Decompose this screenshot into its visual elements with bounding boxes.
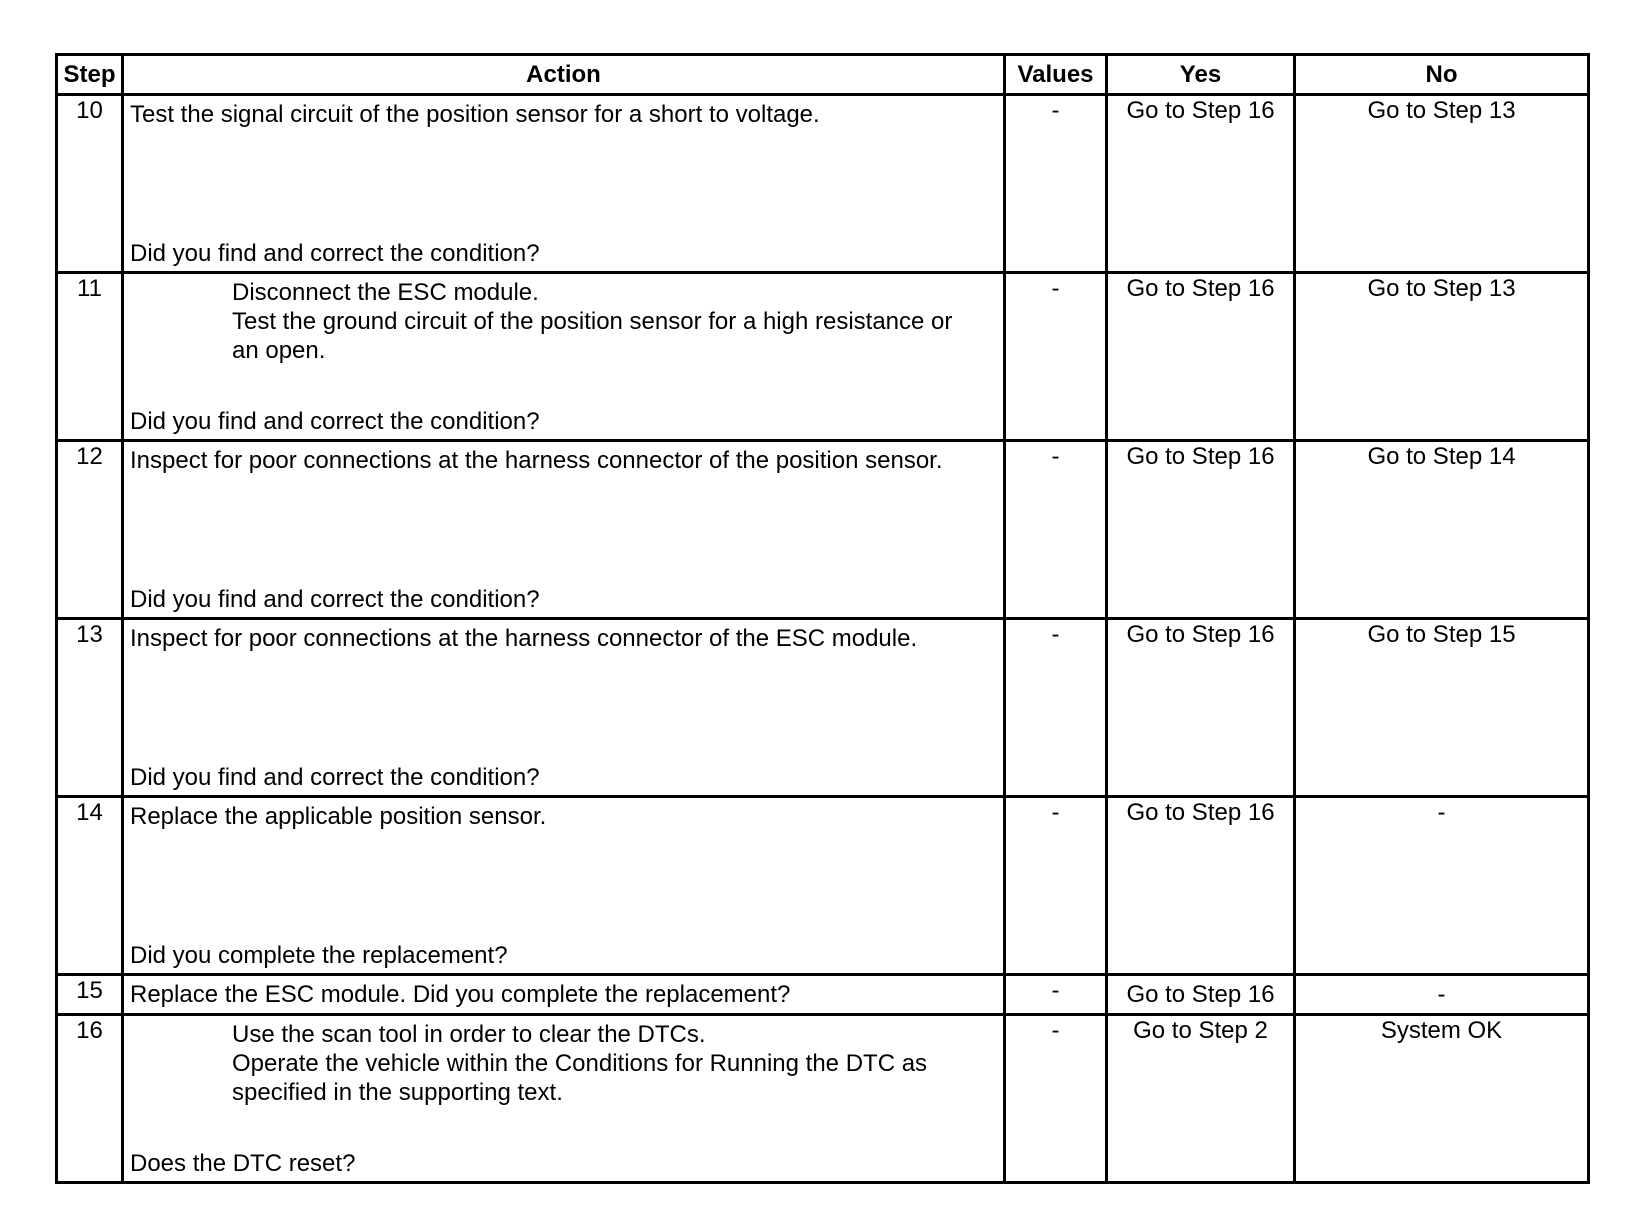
table-row (57, 975, 1589, 1015)
action-line: Test the ground circuit of the position sensor for a high resistance or (232, 308, 953, 335)
values-cell: - (1005, 95, 1107, 273)
no-cell: Go to Step 15 (1295, 619, 1589, 797)
yes-cell: Go to Step 16 (1107, 273, 1295, 441)
table-row (57, 797, 1589, 975)
step-number: 12 (57, 441, 123, 619)
action-cell (123, 95, 1005, 273)
values-cell: - (1005, 975, 1107, 1015)
no-cell: - (1295, 975, 1589, 1015)
action-line: Test the signal circuit of the position sensor for a short to voltage. (130, 101, 820, 128)
action-cell (123, 441, 1005, 619)
yes-cell: Go to Step 2 (1107, 1015, 1295, 1183)
yes-cell: Go to Step 16 (1107, 797, 1295, 975)
table-row (57, 619, 1589, 797)
no-cell: Go to Step 14 (1295, 441, 1589, 619)
header-action: Action (123, 55, 1005, 95)
table-row (57, 441, 1589, 619)
action-line: an open. (232, 337, 326, 364)
action-cell (123, 619, 1005, 797)
action-question: Did you find and correct the condition? (130, 408, 540, 435)
step-number: 15 (57, 975, 123, 1015)
action-question: Does the DTC reset? (130, 1150, 356, 1177)
values-cell: - (1005, 619, 1107, 797)
diagnostic-table (55, 53, 1590, 1184)
action-cell (123, 797, 1005, 975)
no-cell: Go to Step 13 (1295, 273, 1589, 441)
values-cell: - (1005, 797, 1107, 975)
yes-cell: Go to Step 16 (1107, 619, 1295, 797)
action-line: Inspect for poor connections at the harness connector of the position sensor. (130, 447, 943, 474)
step-number: 13 (57, 619, 123, 797)
yes-cell: Go to Step 16 (1107, 975, 1295, 1015)
action-line: Disconnect the ESC module. (232, 279, 539, 306)
table-row (57, 95, 1589, 273)
action-question: Did you find and correct the condition? (130, 240, 540, 267)
no-cell: Go to Step 13 (1295, 95, 1589, 273)
step-number: 10 (57, 95, 123, 273)
table-row (57, 273, 1589, 441)
values-cell: - (1005, 441, 1107, 619)
step-number: 16 (57, 1015, 123, 1183)
header-step: Step (57, 55, 123, 95)
step-number: 14 (57, 797, 123, 975)
action-question: Did you find and correct the condition? (130, 764, 540, 791)
action-line: Use the scan tool in order to clear the DTCs. (232, 1021, 706, 1048)
yes-cell: Go to Step 16 (1107, 441, 1295, 619)
action-question: Did you find and correct the condition? (130, 586, 540, 613)
no-cell: System OK (1295, 1015, 1589, 1183)
values-cell: - (1005, 1015, 1107, 1183)
header-yes: Yes (1107, 55, 1295, 95)
action-line: Replace the applicable position sensor. (130, 803, 547, 830)
header-no: No (1295, 55, 1589, 95)
header-values: Values (1005, 55, 1107, 95)
values-cell: - (1005, 273, 1107, 441)
action-question: Replace the ESC module. Did you complete the replacement? (123, 975, 1005, 1015)
yes-cell: Go to Step 16 (1107, 95, 1295, 273)
action-line: Operate the vehicle within the Conditions for Running the DTC as (232, 1050, 928, 1077)
action-cell (123, 1015, 1005, 1183)
step-number: 11 (57, 273, 123, 441)
action-cell (123, 273, 1005, 441)
header-row (57, 55, 1589, 95)
no-cell: - (1295, 797, 1589, 975)
action-line: specified in the supporting text. (232, 1079, 563, 1106)
action-question: Did you complete the replacement? (130, 942, 508, 969)
action-line: Inspect for poor connections at the harness connector of the ESC module. (130, 625, 918, 652)
table-row (57, 1015, 1589, 1183)
